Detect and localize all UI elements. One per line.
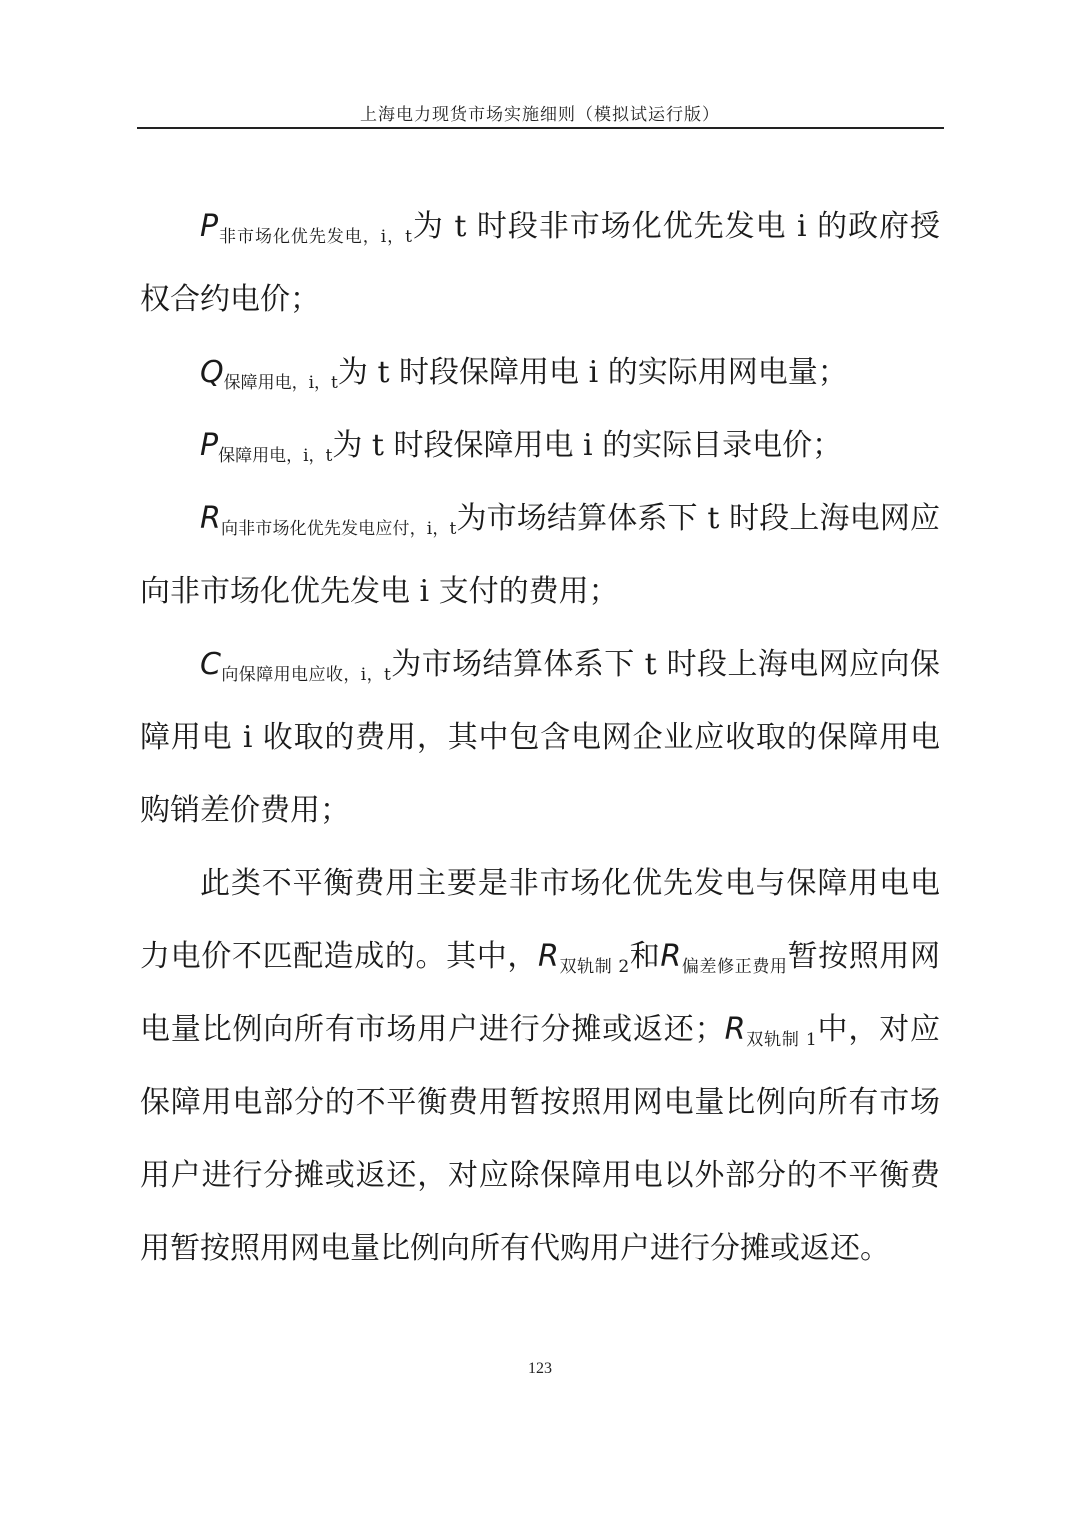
variable-subscript: 非市场化优先发电，i，t [218, 227, 412, 247]
variable-subscript: 保障用电，i，t [218, 446, 333, 466]
definition-paragraph [140, 409, 940, 482]
variable-subscript: 保障用电，i，t [223, 373, 338, 393]
definition-paragraph [140, 336, 940, 409]
summary-text: 此类不平衡费用主要是非市场化优先发电与保障用电电力电价不匹配造成的。其中， [140, 866, 940, 974]
variable-symbol: R [724, 1012, 746, 1047]
running-header: 上海电力现货市场实施细则（模拟试运行版） [360, 105, 720, 125]
variable-subscript: 双轨制 2 [558, 957, 630, 977]
summary-paragraph [140, 847, 940, 1285]
definition-paragraph [140, 190, 940, 336]
variable-subscript: 偏差修正费用 [681, 957, 788, 977]
page-number: 123 [528, 1360, 552, 1377]
variable-subscript: 双轨制 1 [745, 1030, 817, 1050]
definition-text: 为市场结算体系下 t 时段上海电网应向保障用电 i 收取的费用，其中包含电网企业应收取的保障用电购销差价费用； [140, 647, 940, 828]
variable-symbol: R [660, 939, 682, 974]
definition-paragraph [140, 482, 940, 628]
definition-text: 为 t 时段保障用电 i 的实际目录电价； [332, 428, 843, 463]
summary-text: 中，对应保障用电部分的不平衡费用暂按照用网电量比例向所有市场用户进行分摊或返还，对应除保障用电以外部分的不平衡费用暂按照用网电量比例向所有代购用户进行分摊或返还。 [140, 1012, 940, 1266]
variable-symbol: P [200, 428, 219, 463]
definition-text: 为 t 时段非市场化优先发电 i 的政府授权合约电价； [140, 209, 940, 317]
definition-text: 为 t 时段保障用电 i 的实际用网电量； [337, 355, 848, 390]
variable-subscript: 向非市场化优先发电应付，i，t [220, 519, 457, 539]
summary-text: 暂按照用网电量比例向所有市场用户进行分摊或返还； [140, 939, 941, 1047]
variable-symbol: R [200, 501, 221, 536]
variable-symbol: Q [200, 355, 224, 390]
variable-symbol: P [200, 209, 219, 244]
definition-paragraph [140, 628, 940, 847]
header-rule [137, 127, 944, 129]
variable-symbol: R [538, 939, 559, 974]
variable-symbol: C [200, 647, 221, 682]
definition-text: 为市场结算体系下 t 时段上海电网应向非市场化优先发电 i 支付的费用； [140, 501, 940, 609]
page-body [140, 190, 940, 1285]
variable-subscript: 向保障用电应收，i，t [220, 665, 391, 685]
summary-text: 和 [629, 939, 661, 974]
